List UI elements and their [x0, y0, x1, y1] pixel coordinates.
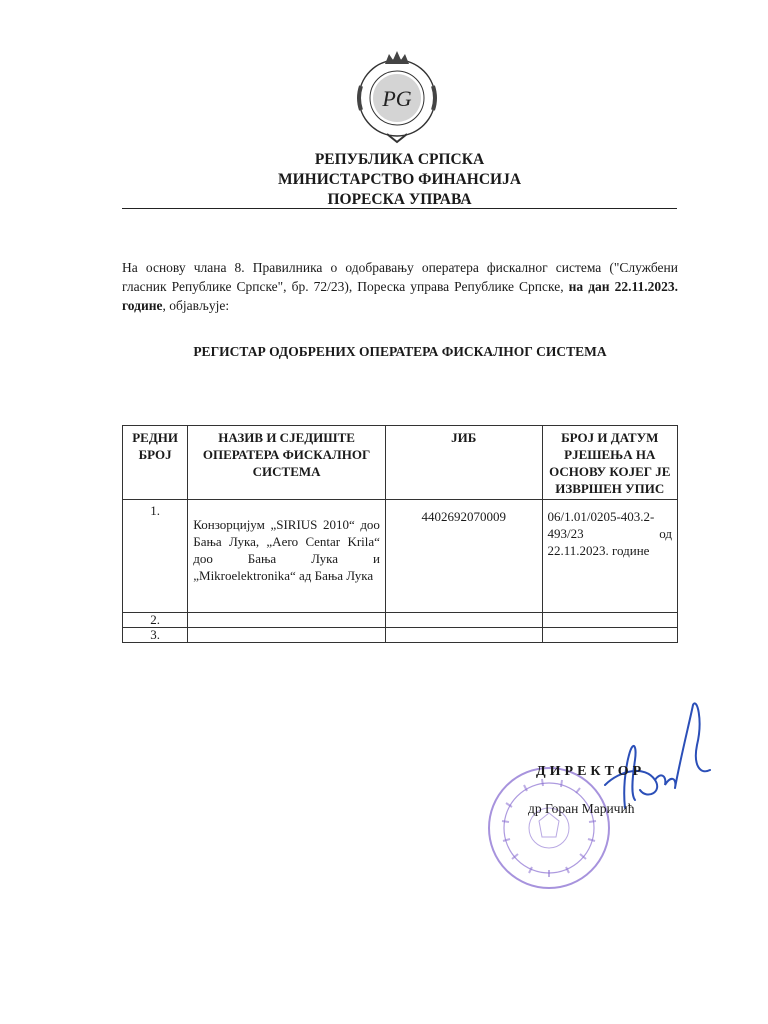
table-row — [123, 613, 678, 628]
row-jib — [385, 628, 542, 643]
row-decision — [542, 628, 678, 643]
intro-tail: , објављује: — [162, 298, 230, 313]
director-name: др Горан Маричић — [528, 801, 635, 816]
operator-name-text: Конзорцијум „SIRIUS 2010“ доо Бања Лука, „Aero Centar Krila“ доо Бања Лука и „Mikroelektronika“ ад Бања Лука — [193, 517, 380, 583]
institution-header — [122, 150, 677, 210]
row-decision — [542, 613, 678, 628]
decision-date: 22.11.2023. године — [547, 543, 650, 558]
handwritten-signature-icon — [585, 700, 725, 810]
intro-text: На основу члана 8. Правилника о одобравању оператера фискалног система ("Службени гласник Републике Српске", бр. 72/23), Пореска управа Републике Српске, — [122, 260, 678, 294]
register-title: РЕГИСТАР ОДОБРЕНИХ ОПЕРАТЕРА ФИСКАЛНОГ СИСТЕМА — [193, 344, 607, 359]
table-row — [123, 500, 678, 613]
header-tax-administration: ПОРЕСКА УПРАВА — [327, 191, 472, 208]
jib-text: 4402692070009 — [421, 509, 506, 524]
operators-register-table — [122, 425, 678, 643]
header-jib: ЈИБ — [385, 426, 542, 500]
row-jib — [385, 613, 542, 628]
table-row — [123, 628, 678, 643]
intro-paragraph — [122, 258, 678, 315]
row-operator-name — [188, 500, 386, 613]
header-divider — [122, 208, 677, 209]
header-republic: РЕПУБЛИКА СРПСКА — [314, 151, 485, 168]
table-header-row — [123, 426, 678, 500]
row-number: 1. — [123, 500, 188, 613]
director-title: ДИРЕКТОР — [536, 764, 646, 779]
header-name: НАЗИВ И СЈЕДИШТЕ ОПЕРАТЕРА ФИСКАЛНОГ СИСТЕМА — [188, 426, 386, 500]
decision-number: 06/1.01/0205-403.2- — [547, 509, 655, 524]
row-jib — [385, 500, 542, 613]
header-number: РЕДНИ БРОЈ — [123, 426, 188, 500]
row-operator-name — [188, 613, 386, 628]
row-number: 3. — [123, 628, 188, 643]
row-number: 2. — [123, 613, 188, 628]
row-operator-name — [188, 628, 386, 643]
svg-text:PG: PG — [382, 86, 412, 111]
coat-of-arms-seal — [347, 46, 447, 146]
header-ministry: МИНИСТАРСТВО ФИНАНСИЈА — [277, 171, 522, 188]
intro-date: на дан 22.11.2023. године — [122, 279, 678, 313]
row-decision — [542, 500, 678, 613]
seal-emblem-icon — [347, 46, 447, 146]
decision-number-cont: 493/23 од — [547, 526, 672, 541]
director-signature — [585, 700, 725, 810]
header-decision: БРОЈ И ДАТУМ РЈЕШЕЊА НА ОСНОВУ КОЈЕГ ЈЕ ИЗВРШЕН УПИС — [542, 426, 678, 500]
